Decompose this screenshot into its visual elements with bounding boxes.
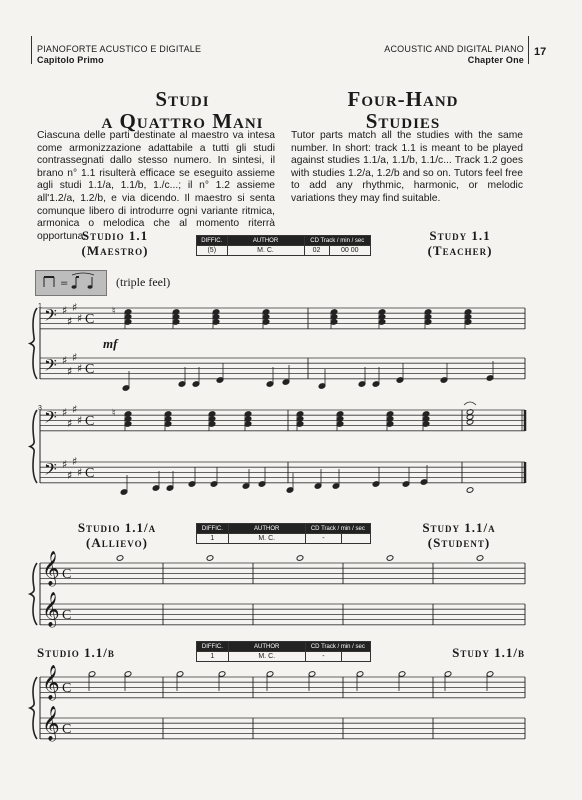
whole-note: [116, 555, 124, 562]
difficulty-value: 1: [197, 652, 229, 662]
track-value: -: [305, 652, 341, 662]
brace: [30, 308, 37, 379]
cd-track-header: CD Track / min / sec: [305, 524, 370, 534]
author-header: AUTHOR: [227, 236, 304, 246]
study-1-1-en-name: Study 1.1: [429, 228, 491, 243]
header-book-title-en: ACOUSTIC AND DIGITAL PIANO: [384, 44, 524, 54]
whole-note: [296, 555, 304, 562]
dynamic-marking: mf: [103, 336, 118, 351]
sharp-icon: ♯: [67, 469, 73, 482]
time-value: 00 00: [329, 246, 371, 256]
measure-number-3: 3: [38, 405, 42, 412]
study-1-1-en-role: (Teacher): [427, 243, 493, 258]
sharp-icon: ♯: [77, 466, 83, 479]
treble-clef-icon: 𝄞: [42, 551, 60, 586]
sharp-icon: ♯: [62, 354, 68, 367]
title-english-line2: Studies: [365, 109, 441, 133]
sharp-icon: ♯: [62, 458, 68, 471]
track-value: -: [305, 534, 341, 544]
common-time-icon: C: [85, 312, 95, 327]
whole-note: [476, 555, 484, 562]
bass-clef-icon: 𝄢: [44, 305, 57, 329]
common-time-icon: C: [85, 414, 95, 429]
title-italian-line1: Studi: [155, 87, 210, 111]
whole-note: [466, 419, 474, 426]
sharp-icon: ♯: [62, 406, 68, 419]
sharp-icon: ♯: [77, 312, 83, 325]
common-time-icon: C: [62, 681, 72, 696]
whole-note: [206, 555, 214, 562]
author-value: M. C.: [228, 652, 305, 662]
study-1-1a-it-role: (Allievo): [86, 535, 148, 550]
natural-icon: ♮: [112, 408, 116, 419]
sharp-icon: ♯: [72, 455, 78, 468]
study-1-1b-it-name: Studio 1.1/b: [37, 645, 115, 660]
title-italian-line2: a Quattro Mani: [101, 109, 264, 133]
bass-clef-icon: 𝄢: [44, 355, 57, 379]
header-book-title-it: PIANOFORTE ACUSTICO E DIGITALE: [37, 44, 202, 54]
svg-text:=: =: [60, 278, 69, 289]
treble-clef-icon: 𝄞: [42, 706, 60, 741]
sharp-icon: ♯: [72, 351, 78, 364]
triple-feel-label: (triple feel): [116, 275, 171, 289]
brace: [30, 410, 37, 483]
cd-track-header: CD Track / min / sec: [304, 236, 371, 246]
difficulty-header: DIFFIC.: [197, 642, 229, 652]
brace: [30, 677, 37, 739]
sharp-icon: ♯: [72, 301, 78, 314]
study-1-1a-en-name: Study 1.1/a: [422, 520, 496, 535]
sharp-icon: ♯: [67, 365, 73, 378]
difficulty-header: DIFFIC.: [197, 524, 229, 534]
difficulty-value: 1: [197, 534, 229, 544]
measure-number-1: 1: [38, 303, 42, 310]
natural-icon: ♮: [112, 306, 116, 317]
common-time-icon: C: [62, 567, 72, 582]
author-header: AUTHOR: [228, 524, 305, 534]
page-number: 17: [534, 46, 547, 58]
author-value: M. C.: [227, 246, 304, 256]
intro-italian: Ciascuna delle parti destinate al maestro va intesa come armonizzazione adattabile a tutti gli studi contrassegnati dallo stesso numero. In sintesi, il brano n° 1.1 risulterà efficace se eseguito assieme agli studi 1.1/a, 1.1/b, 1./c...; il n° 1.2 assieme all'1.2/a, 1.2/b, e via dicendo. Il maestro si senta comunque libero di introdurre ogni variante ritmica, armonica o melodica che al momento riterrà opportuna.: [37, 130, 275, 242]
common-time-icon: C: [62, 722, 72, 737]
bass-clef-icon: 𝄢: [44, 459, 57, 483]
cd-track-header: CD Track / min / sec: [305, 642, 370, 652]
whole-note: [386, 555, 394, 562]
sharp-icon: ♯: [67, 417, 73, 430]
difficulty-value: (5): [197, 246, 228, 256]
common-time-icon: C: [62, 608, 72, 623]
treble-clef-icon: 𝄞: [42, 592, 60, 627]
study-1-1-it-role: (Maestro): [81, 243, 149, 258]
author-header: AUTHOR: [228, 642, 305, 652]
sharp-icon: ♯: [77, 414, 83, 427]
common-time-icon: C: [85, 466, 95, 481]
study-1-1b-en-name: Study 1.1/b: [452, 645, 525, 660]
common-time-icon: C: [85, 362, 95, 377]
sharp-icon: ♯: [72, 403, 78, 416]
sharp-icon: ♯: [67, 315, 73, 328]
sharp-icon: ♯: [77, 362, 83, 375]
header-chapter-en: Chapter One: [467, 55, 524, 65]
title-english-line1: Four-Hand: [347, 87, 459, 111]
study-1-1-it-name: Studio 1.1: [81, 228, 149, 243]
study-1-1a-en-role: (Student): [427, 535, 491, 550]
brace: [30, 563, 37, 625]
fermata-icon: [464, 402, 476, 405]
sharp-icon: ♯: [62, 304, 68, 317]
bass-clef-icon: 𝄢: [44, 407, 57, 431]
author-value: M. C.: [228, 534, 305, 544]
track-value: 02: [304, 246, 329, 256]
intro-english: Tutor parts match all the studies with the same number. In short: track 1.1 is meant to be played against studies 1.1/a, 1.1/b, 1.1/c... Track 1.2 goes with studies 1.2/a, 1.2/b and so on. Tutors feel free to add any rhythmic, harmonic, or melodic variations they may find suitable.: [291, 130, 523, 204]
study-1-1a-it-name: Studio 1.1/a: [77, 520, 157, 535]
header-chapter-it: Capitolo Primo: [37, 55, 104, 65]
whole-note: [466, 487, 474, 494]
difficulty-header: DIFFIC.: [197, 236, 228, 246]
treble-clef-icon: 𝄞: [42, 665, 60, 700]
